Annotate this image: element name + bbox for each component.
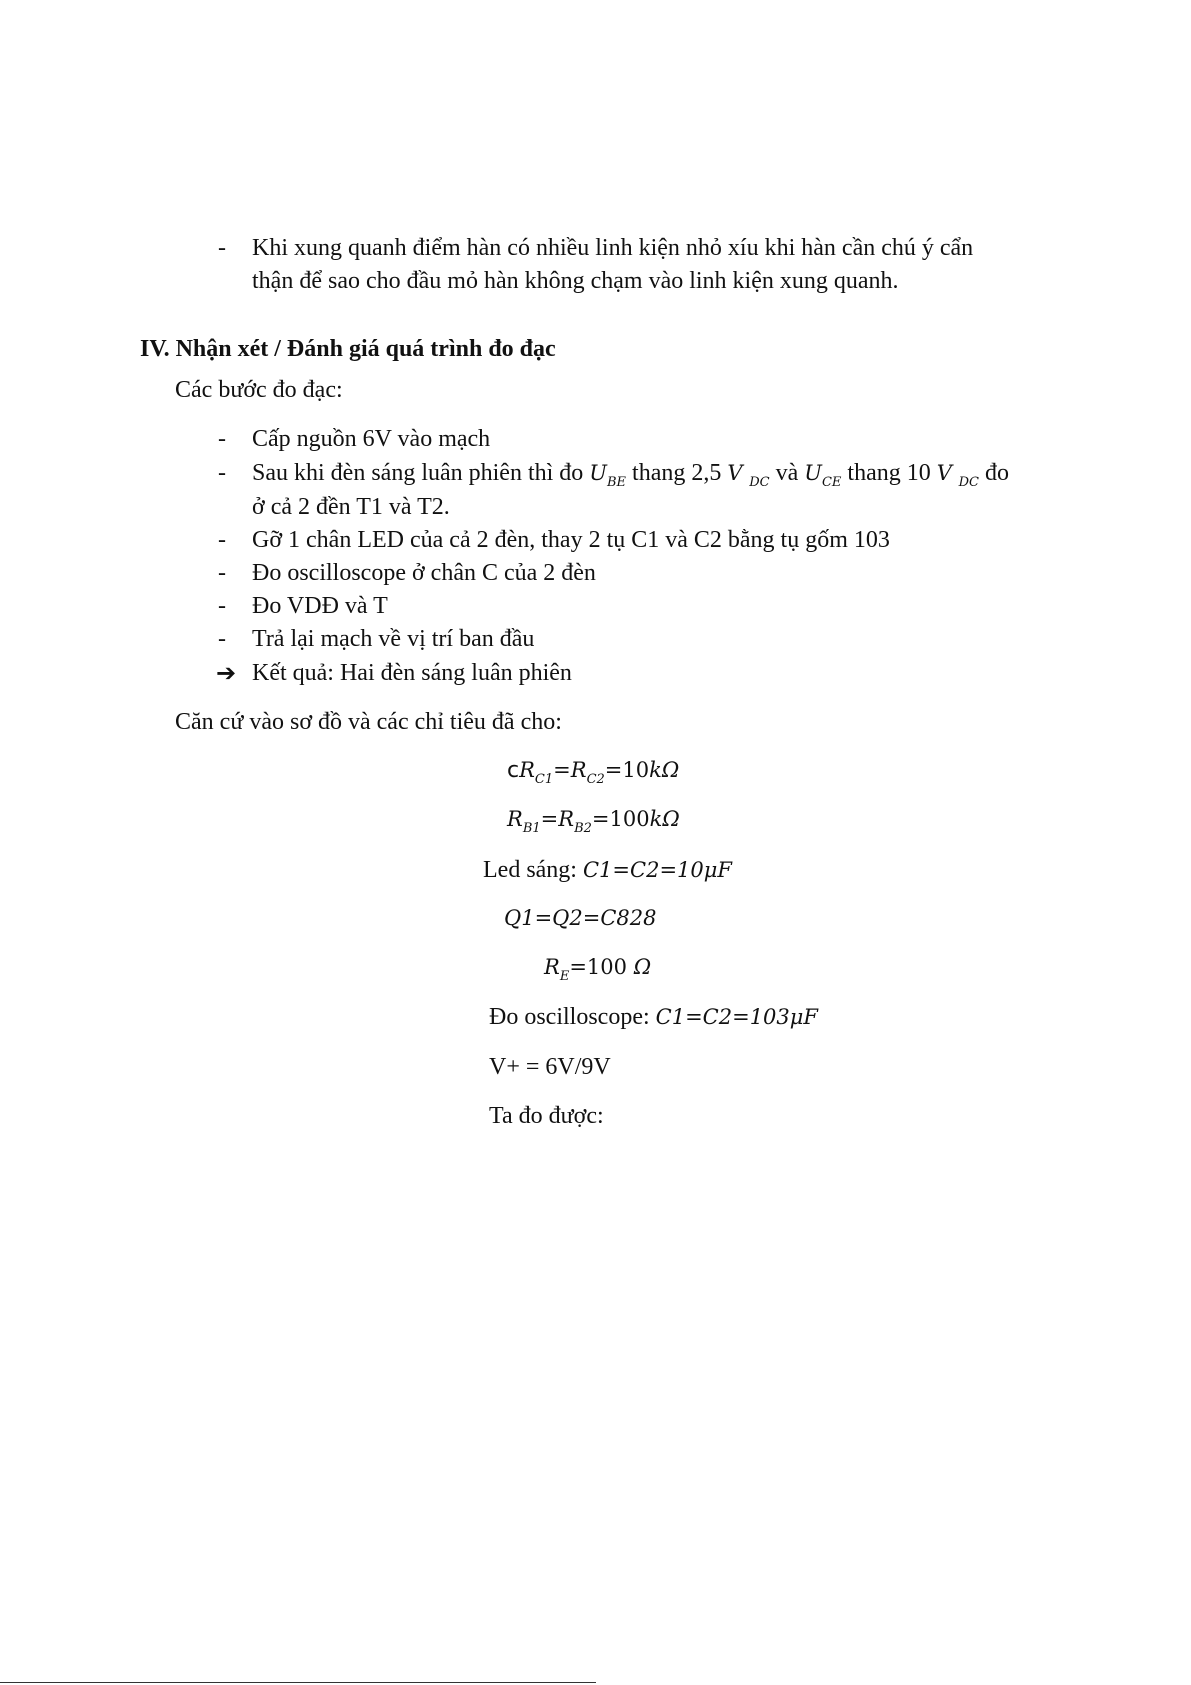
math-osc-expr bbox=[656, 1005, 818, 1029]
math-unit: μF bbox=[789, 1005, 818, 1029]
bullet-dash: - bbox=[218, 426, 226, 452]
basis-intro: Căn cứ vào sơ đồ và các chỉ tiêu đã cho: bbox=[175, 709, 562, 735]
param-label: Đo oscilloscope: bbox=[489, 1004, 656, 1030]
math-q-expr: Q1=Q2=C828 bbox=[504, 906, 657, 930]
math-subscript: E bbox=[559, 969, 570, 984]
step-item: Cấp nguồn 6V vào mạch bbox=[252, 426, 491, 452]
math-expression: C1=C2=10 bbox=[582, 858, 704, 882]
param-label: Led sáng: bbox=[483, 857, 583, 883]
step-text: đo bbox=[978, 460, 1009, 486]
step-item: Đo VDĐ và T bbox=[252, 593, 388, 619]
math-symbol: R bbox=[507, 807, 523, 831]
math-symbol: R bbox=[544, 955, 560, 979]
math-unit: Ω bbox=[633, 955, 652, 979]
bullet-dash: - bbox=[218, 527, 226, 553]
footer-divider bbox=[0, 1682, 596, 1683]
math-value: 100 bbox=[586, 955, 628, 979]
section-heading: IV. Nhận xét / Đánh giá quá trình đo đạc bbox=[140, 336, 556, 362]
step-item-measure bbox=[252, 457, 1009, 493]
param-osc bbox=[489, 1001, 818, 1034]
bullet-dash: - bbox=[218, 593, 226, 619]
arrow-right-icon: ➔ bbox=[216, 659, 237, 687]
math-subscript: DC bbox=[749, 475, 770, 490]
param-led bbox=[483, 854, 732, 887]
math-subscript: C1 bbox=[534, 772, 554, 787]
math-symbol: R bbox=[570, 758, 587, 782]
step-text: thang 2,5 bbox=[626, 460, 728, 486]
math-symbol: U bbox=[589, 461, 607, 485]
math-led-expr bbox=[583, 858, 732, 882]
math-subscript: BE bbox=[607, 475, 627, 490]
step-text: thang 10 bbox=[841, 460, 937, 486]
param-vplus: V+ = 6V/9V bbox=[489, 1054, 611, 1080]
math-symbol: U bbox=[804, 461, 822, 485]
intro-bullet-line-2: thận để sao cho đầu mỏ hàn không chạm vào linh kiện xung quanh. bbox=[252, 268, 899, 294]
step-item: Gỡ 1 chân LED của cả 2 đèn, thay 2 tụ C1 và C2 bằng tụ gốm 103 bbox=[252, 527, 890, 553]
math-subscript: B2 bbox=[574, 821, 592, 836]
math-u-be bbox=[589, 461, 627, 490]
math-value: 10 bbox=[622, 758, 650, 782]
param-rb bbox=[507, 803, 680, 839]
measured-label: Ta đo được: bbox=[489, 1103, 604, 1129]
math-rb-expr: $R_{B1}=R_{B2}=100k\Omega$ bbox=[507, 807, 680, 836]
bullet-dash: - bbox=[218, 560, 226, 586]
result-text: Kết quả: Hai đèn sáng luân phiên bbox=[252, 660, 572, 686]
math-v-dc bbox=[936, 461, 979, 490]
math-subscript: CE bbox=[821, 475, 842, 490]
math-unit: kΩ bbox=[649, 807, 680, 831]
param-re bbox=[544, 951, 651, 987]
stray-character: c bbox=[507, 758, 520, 783]
bullet-dash: - bbox=[218, 235, 226, 261]
math-symbol: R bbox=[519, 758, 535, 782]
math-unit: kΩ bbox=[649, 758, 680, 782]
param-rc bbox=[507, 754, 679, 790]
step-text: và bbox=[769, 460, 805, 486]
step-text: Sau khi đèn sáng luân phiên thì đo bbox=[252, 460, 590, 486]
math-symbol: V bbox=[936, 461, 952, 485]
bullet-dash: - bbox=[218, 460, 226, 486]
math-symbol: R bbox=[558, 807, 575, 831]
math-expression: C1=C2=103 bbox=[655, 1005, 790, 1029]
math-v-dc bbox=[727, 461, 770, 490]
math-subscript: DC bbox=[958, 475, 979, 490]
math-subscript: C2 bbox=[586, 772, 605, 787]
step-item-continuation: ở cả 2 đền T1 và T2. bbox=[252, 494, 450, 520]
steps-intro: Các bước đo đạc: bbox=[175, 377, 343, 403]
math-value: 100 bbox=[609, 807, 650, 831]
math-subscript: B1 bbox=[522, 821, 541, 836]
math-u-ce bbox=[804, 461, 842, 490]
param-q bbox=[504, 902, 657, 935]
math-symbol: V bbox=[727, 461, 743, 485]
math-unit: μF bbox=[703, 858, 732, 882]
step-item: Trả lại mạch về vị trí ban đầu bbox=[252, 626, 535, 652]
intro-bullet-line-1: Khi xung quanh điểm hàn có nhiều linh kiện nhỏ xíu khi hàn cần chú ý cẩn bbox=[252, 235, 974, 261]
step-item: Đo oscilloscope ở chân C của 2 đèn bbox=[252, 560, 596, 586]
bullet-dash: - bbox=[218, 626, 226, 652]
math-rc-expr: $R_{C1}=R_{C2}=10k\Omega$ bbox=[519, 758, 680, 787]
math-re-expr: $R_E=100$ Ω bbox=[544, 955, 652, 984]
